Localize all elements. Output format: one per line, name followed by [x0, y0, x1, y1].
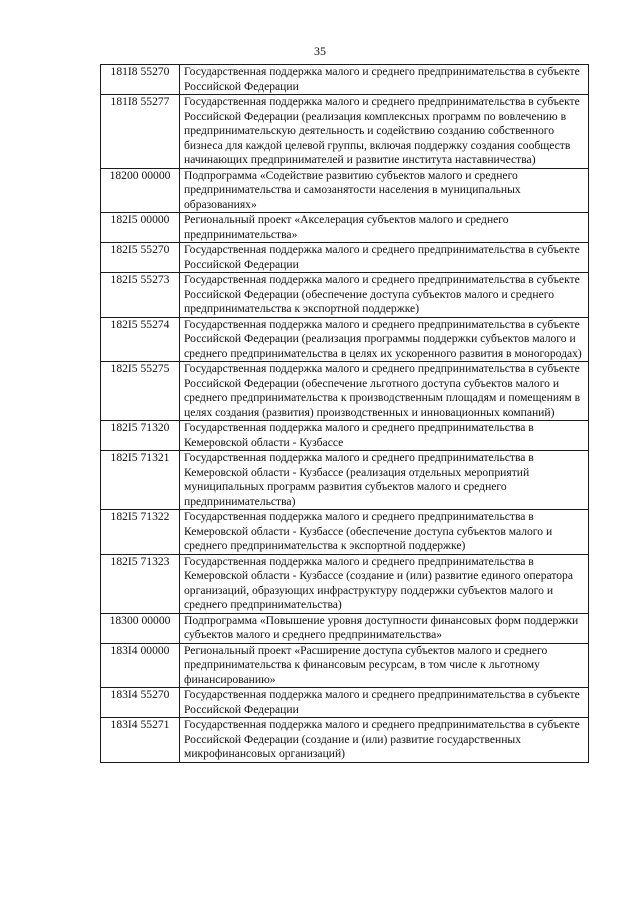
table-row — [101, 510, 589, 555]
table-row — [101, 643, 589, 688]
table-row — [101, 421, 589, 451]
row-code: 183I4 00000 — [101, 643, 180, 688]
row-name: Региональный проект «Расширение доступа субъектов малого и среднего предпринимательства к финансовым ресурсам, в том числе к льготному финансированию» — [180, 643, 589, 688]
row-name: Государственная поддержка малого и среднего предпринимательства в субъекте Российской Федерации — [180, 65, 589, 95]
budget-classification-table — [100, 64, 589, 763]
row-name: Государственная поддержка малого и среднего предпринимательства в субъекте Российской Федерации — [180, 688, 589, 718]
row-code: 183I4 55271 — [101, 718, 180, 763]
table-row — [101, 362, 589, 421]
row-code: 183I4 55270 — [101, 688, 180, 718]
row-name: Государственная поддержка малого и среднего предпринимательства в субъекте Российской Федерации (создание и (или) развитие государственных микрофинансовых организаций) — [180, 718, 589, 763]
row-name: Подпрограмма «Повышение уровня доступности финансовых форм поддержки субъектов малого и среднего предпринимательства» — [180, 613, 589, 643]
row-code: 182I5 55270 — [101, 243, 180, 273]
row-name: Государственная поддержка малого и среднего предпринимательства в Кемеровской области - Кузбассе — [180, 421, 589, 451]
row-name: Подпрограмма «Содействие развитию субъектов малого и среднего предпринимательства и самозанятости населения в муниципальных образованиях» — [180, 168, 589, 213]
table-body — [101, 65, 589, 763]
table-row — [101, 243, 589, 273]
row-code: 182I5 71322 — [101, 510, 180, 555]
row-code: 182I5 71321 — [101, 451, 180, 510]
table-row — [101, 213, 589, 243]
table-row — [101, 95, 589, 169]
table-row — [101, 273, 589, 318]
row-code: 182I5 00000 — [101, 213, 180, 243]
row-name: Государственная поддержка малого и среднего предпринимательства в Кемеровской области - Кузбассе (создание и (или) развитие единого оператора организаций, образующих инфраструктуру поддержки субъектов малого и среднего предпринимательства) — [180, 554, 589, 613]
table-row — [101, 451, 589, 510]
table-row — [101, 688, 589, 718]
table-row — [101, 317, 589, 362]
row-name: Государственная поддержка малого и среднего предпринимательства в субъекте Российской Федерации — [180, 243, 589, 273]
row-name: Государственная поддержка малого и среднего предпринимательства в субъекте Российской Федерации (реализация комплексных программ по вовлечению в предпринимательскую деятельность и содействию созданию собственного бизнеса для каждой целевой группы, включая поддержку создания сообществ начинающих предпринимателей и развитие института наставничества) — [180, 95, 589, 169]
row-code: 182I5 55273 — [101, 273, 180, 318]
row-code: 182I5 55275 — [101, 362, 180, 421]
row-code: 18300 00000 — [101, 613, 180, 643]
table-row — [101, 554, 589, 613]
table-row — [101, 613, 589, 643]
page-number: 35 — [314, 44, 326, 58]
row-name: Государственная поддержка малого и среднего предпринимательства в субъекте Российской Федерации (реализация программы поддержки субъектов малого и среднего предпринимательства в целях их ускоренного развития в моногородах) — [180, 317, 589, 362]
row-name: Государственная поддержка малого и среднего предпринимательства в Кемеровской области - Кузбассе (обеспечение доступа субъектов малого и среднего предпринимательства к экспортной поддержке) — [180, 510, 589, 555]
row-name: Государственная поддержка малого и среднего предпринимательства в субъекте Российской Федерации (обеспечение доступа субъектов малого и среднего предпринимательства к экспортной поддержке) — [180, 273, 589, 318]
row-code: 18200 00000 — [101, 168, 180, 213]
row-code: 182I5 71323 — [101, 554, 180, 613]
row-name: Региональный проект «Акселерация субъектов малого и среднего предпринимательства» — [180, 213, 589, 243]
table-row — [101, 65, 589, 95]
row-name: Государственная поддержка малого и среднего предпринимательства в Кемеровской области - Кузбассе (реализация отдельных мероприятий муниципальных программ развития субъектов малого и среднего предпринимательства) — [180, 451, 589, 510]
table-row — [101, 718, 589, 763]
row-name: Государственная поддержка малого и среднего предпринимательства в субъекте Российской Федерации (обеспечение льготного доступа субъектов малого и среднего предпринимательства к производственным площадям и помещениям в целях создания (развития) производственных и инновационных компаний) — [180, 362, 589, 421]
table-row — [101, 168, 589, 213]
row-code: 182I5 55274 — [101, 317, 180, 362]
row-code: 181I8 55277 — [101, 95, 180, 169]
row-code: 181I8 55270 — [101, 65, 180, 95]
row-code: 182I5 71320 — [101, 421, 180, 451]
